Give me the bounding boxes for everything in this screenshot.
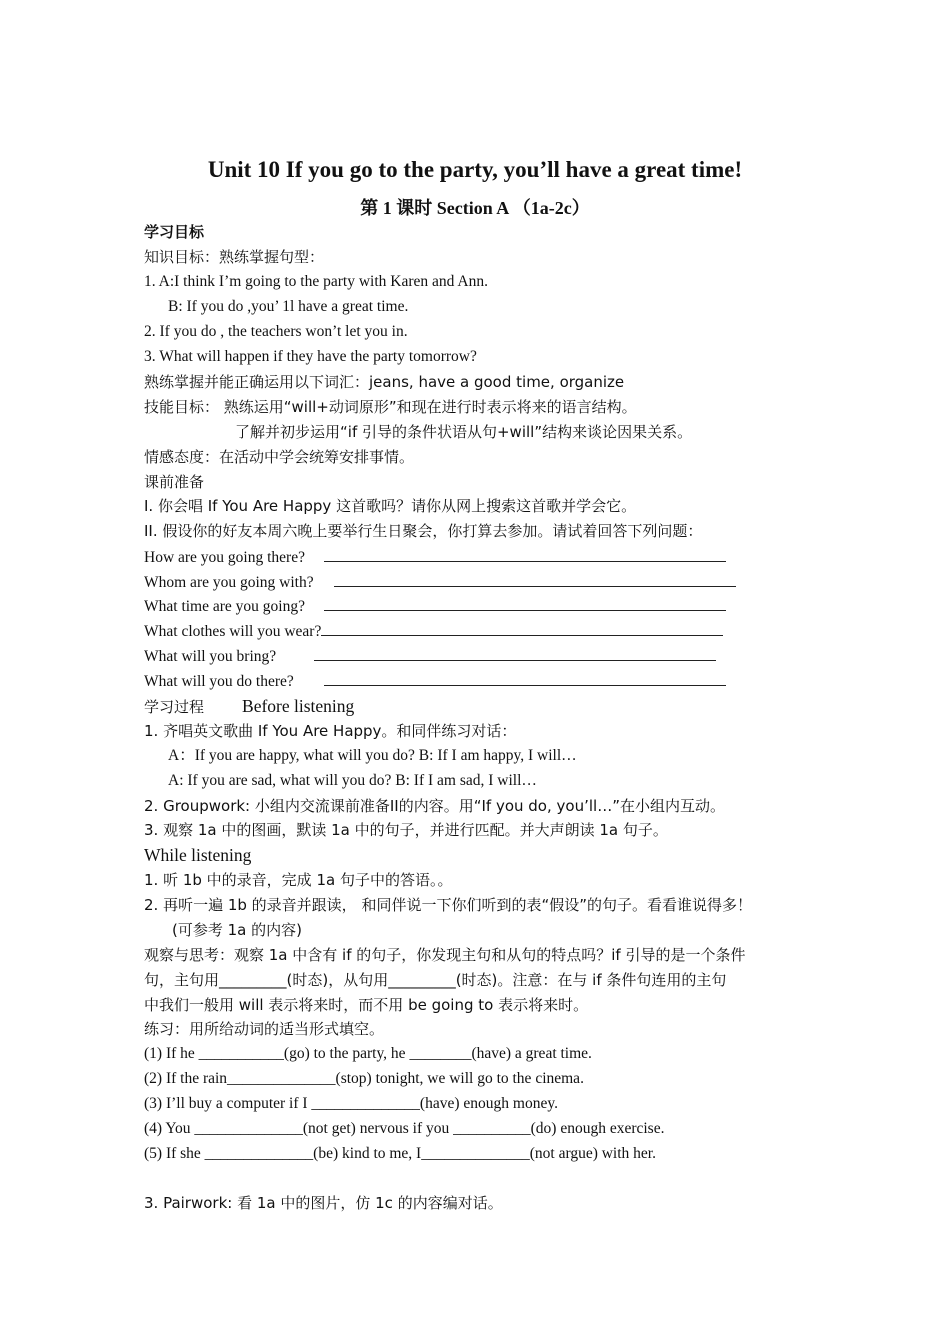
- skill-goal-1: 技能目标： 熟练运用“will+动词原形”和现在进行时表示将来的语言结构。: [144, 398, 637, 416]
- prep-question-row: [144, 671, 726, 692]
- observation-line-1: 观察与思考：观察 1a 中含有 if 的句子，你发现主句和从句的特点吗？if 引导的是一个条件: [144, 946, 746, 964]
- prep-item-ii: II. 假设你的好友本周六晚上要举行生日聚会，你打算去参加。请试着回答下列问题：: [144, 522, 703, 540]
- prep-question: What will you do there?: [144, 673, 294, 690]
- while-step-1: 1. 听 1b 中的录音，完成 1a 句子中的答语。。: [144, 871, 453, 889]
- prep-question: Whom are you going with?: [144, 574, 314, 591]
- page-title: Unit 10 If you go to the party, you’ll have a great time!: [207, 157, 743, 182]
- dialogue-line-2: A: If you are sad, what will you do? B: If I am sad, I will…: [168, 772, 537, 789]
- prep-question-row: [144, 621, 723, 642]
- attitude-goal: 情感态度：在活动中学会统筹安排事情。: [144, 448, 415, 466]
- prep-question-row: [144, 596, 726, 617]
- before-listening-heading: Before listening: [242, 696, 355, 716]
- exercise-heading: 练习：用所给动词的适当形式填空。: [144, 1020, 385, 1038]
- prep-question-row: [144, 547, 726, 568]
- sentence-2: 2. If you do , the teachers won’t let you in.: [144, 323, 408, 340]
- while-listening-heading: While listening: [144, 845, 252, 865]
- while-step-2-note: (可参考 1a 的内容): [172, 921, 302, 939]
- before-step-2: 2. Groupwork: 小组内交流课前准备II的内容。用“If you do, you’ll…”在小组内互动。: [144, 797, 725, 815]
- prep-question-row: [144, 646, 716, 667]
- goals-heading: 学习目标: [144, 223, 205, 241]
- answer-blank[interactable]: [314, 646, 716, 661]
- exercise-item: (4) You ______________(not get) nervous if you __________(do) enough exercise.: [144, 1120, 665, 1137]
- while-step-2: 2. 再听一遍 1b 的录音并跟读， 和同伴说一下你们听到的表“假设”的句子。看看谁说得多！: [144, 896, 752, 914]
- prep-item-i: I. 你会唱 If You Are Happy 这首歌吗？请你从网上搜索这首歌并学会它。: [144, 497, 637, 515]
- sentence-3: 3. What will happen if they have the party tomorrow?: [144, 348, 477, 365]
- prep-question-row: [144, 572, 736, 593]
- vocab-goal: 熟练掌握并能正确运用以下词汇：jeans, have a good time, organize: [144, 373, 625, 391]
- observation-line-2: 句，主句用_________(时态)，从句用_________(时态)。注意：在与 if 条件句连用的主句: [144, 971, 727, 989]
- exercise-item: (5) If she ______________(be) kind to me, I______________(not argue) with her.: [144, 1145, 656, 1162]
- process-heading-row: [144, 696, 354, 718]
- exercise-item: (2) If the rain______________(stop) tonight, we will go to the cinema.: [144, 1070, 584, 1087]
- dialogue-line-1: A：If you are happy, what will you do? B: If I am happy, I will…: [168, 747, 577, 764]
- exercise-item: (1) If he ___________(go) to the party, he ________(have) a great time.: [144, 1045, 592, 1062]
- before-step-1: 1. 齐唱英文歌曲 If You Are Happy。和同伴练习对话：: [144, 722, 517, 740]
- skill-goal-2: 了解并初步运用“if 引导的条件状语从句+will”结构来谈论因果关系。: [235, 423, 693, 441]
- page-subtitle: 第 1 课时 Section A （1a-2c）: [360, 198, 590, 218]
- answer-blank[interactable]: [324, 547, 726, 562]
- observation-line-3: 中我们一般用 will 表示将来时，而不用 be going to 表示将来时。: [144, 996, 589, 1014]
- process-heading: 学习过程: [144, 698, 205, 716]
- exercise-item: (3) I’ll buy a computer if I ______________(have) enough money.: [144, 1095, 558, 1112]
- sentence-1a: 1. A:I think I’m going to the party with Karen and Ann.: [144, 273, 488, 290]
- knowledge-goal-label: 知识目标：熟练掌握句型：: [144, 248, 325, 266]
- before-step-3: 3. 观察 1a 中的图画，默读 1a 中的句子，并进行匹配。并大声朗读 1a 句子。: [144, 821, 668, 839]
- prep-question: What time are you going?: [144, 598, 305, 615]
- pairwork-step: 3. Pairwork: 看 1a 中的图片，仿 1c 的内容编对话。: [144, 1194, 503, 1212]
- prep-question: How are you going there?: [144, 549, 305, 566]
- prep-question: What clothes will you wear?: [144, 623, 322, 640]
- answer-blank[interactable]: [334, 572, 736, 587]
- prep-heading: 课前准备: [144, 473, 205, 491]
- prep-question: What will you bring?: [144, 648, 277, 665]
- answer-blank[interactable]: [324, 596, 726, 611]
- answer-blank[interactable]: [321, 621, 723, 636]
- sentence-1b: B: If you do ,you’ 1l have a great time.: [168, 298, 409, 315]
- answer-blank[interactable]: [324, 671, 726, 686]
